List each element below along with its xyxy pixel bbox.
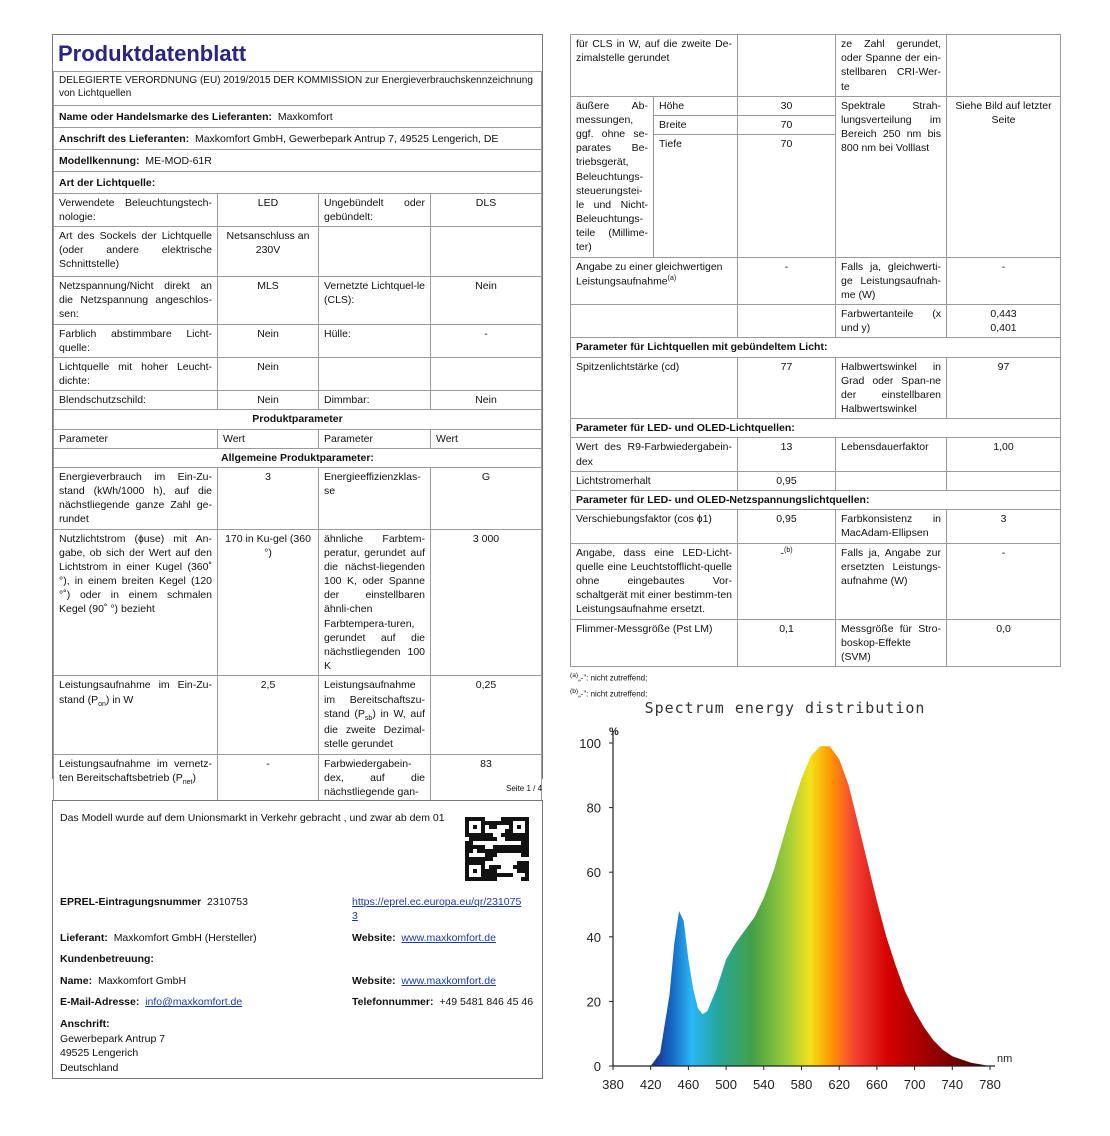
- phone-row: Telefonnummer: +49 5481 846 45 46: [352, 996, 534, 1008]
- y-tick-label: 60: [586, 865, 601, 881]
- x-tick-label: 460: [677, 1077, 700, 1092]
- market-intro: Das Modell wurde auf dem Unionsmarkt in Verkehr gebracht , und zwar ab dem 01: [60, 812, 445, 824]
- x-tick-label: 420: [639, 1077, 662, 1092]
- x-tick-label: 540: [752, 1077, 775, 1092]
- y-tick-label: 100: [579, 736, 601, 751]
- x-tick-label: 620: [828, 1077, 851, 1092]
- y-tick-label: 20: [586, 994, 601, 1010]
- address-block: Anschrift: Gewerbepark Antrup 7 49525 Lengerich Deutschland: [60, 1018, 166, 1075]
- parameter-table-continued: für CLS in W, auf die zweite De-zimalstelle gerundet ze Zahl gerundet, oder Spanne der ein-stellbaren CRI-Wer-te äußere Ab-messungen, ggf. ohne se-parates Be-triebsgerät, Beleuchtungs-steuerungstei-le und Nicht-Beleuchtungs-teile (Millime-ter) Höhe 30 Spektrale Strah-lungsverteilung im Bereich 250 nm bis 800 nm bei Volllast Siehe Bild auf letzter Seite Breite 70 Tiefe 70 Angabe zu einer gleichwertigen Leistungsaufnahme$^{(a)}$ - Falls ja, gleichwerti-ge Leistungsaufnah-me (W) - Farbwertanteile (x und y) 0,443 0,401 Parameter für Lichtquellen mit gebündeltem Licht: Spitzenlichtstärke (cd) 77 Halbwertswinkel in Grad oder Span-ne der einstellbaren Halbwertswinkel 97 Parameter für LED- und OLED-Lichtquellen: Wert des R9-Farbwiedergabein-dex 13 Lebensdauerfaktor 1,00 Lichtstromerhalt 0,95 Parameter für LED- und OLED-Netzspannungslichtquellen: Verschiebungsfaktor (cos ɸ1) 0,95 Farbkonsistenz in MacAdam-Ellipsen 3 Angabe, dass eine LED-Licht-quelle eine Leuchtstofflicht-quelle ohne eingebautes Vor-schaltgerät mit einer bestimm-ten Leistungsaufnahme ersetzt. -$^{(b)}$ Falls ja, Angabe zur ersetzten Leistungs-aufnahme (W) - Flimmer-Messgröße (Pst LM) 0,1 Messgröße für Stro-boskop-Effekte (SVM) 0,0 $^{(a)}$„-“: nicht zutreffend; $^{(b)}$„-“: nicht zutreffend;: [570, 34, 1061, 701]
- x-tick-label: 380: [602, 1077, 624, 1092]
- table-row: Farblich abstimmbare Licht-quelle: Nein Hülle: -: [54, 324, 542, 357]
- service-name-row: Name: Maxkomfort GmbH: [60, 975, 187, 987]
- table-row: Lichtstromerhalt 0,95: [571, 471, 1061, 490]
- regulation-text: DELEGIERTE VERORDNUNG (EU) 2019/2015 DER KOMMISSION zur Energieverbrauchskennzeichnung von Lichtquellen: [54, 71, 542, 105]
- footnote-b: $^{(b)}$„-“: nicht zutreffend;: [570, 688, 648, 700]
- service-website-link[interactable]: www.maxkomfort.de: [401, 975, 496, 987]
- table-row: Verwendete Beleuchtungstech-nologie: LED Ungebündelt oder gebündelt: DLS: [54, 193, 542, 226]
- table-row: Blendschutzschild: Nein Dimmbar: Nein: [54, 391, 542, 410]
- page-number: Seite 1 / 4: [506, 784, 543, 793]
- page-title: Produktdatenblatt: [58, 41, 247, 66]
- address-row: Anschrift des Lieferanten: Maxkomfort GmbH, Gewerbepark Antrup 7, 49525 Lengerich, DE: [54, 127, 542, 149]
- table-row: für CLS in W, auf die zweite De-zimalstelle gerundet ze Zahl gerundet, oder Spanne der ein-stellbaren CRI-Wer-te: [571, 35, 1061, 97]
- x-tick-label: 700: [903, 1077, 926, 1092]
- x-tick-label: 580: [790, 1077, 813, 1092]
- table-row: Angabe, dass eine LED-Licht-quelle eine Leuchtstofflicht-quelle ohne eingebautes Vor-schaltgerät mit einer bestimm-ten Leistungsaufnahme ersetzt. -$^{(b)}$ Falls ja, Angabe zur ersetzten Leistungs-aufnahme (W) -: [571, 543, 1061, 619]
- service-heading: Kundenbetreuung:: [60, 953, 154, 965]
- table-row: Leistungsaufnahme im Ein-Zu-stand $(P_{on})$ in W 2,5 Leistungsaufnahme im Bereitschaftszu-stand $(P_{sb})$ in W, auf die zweite Dezimal-stelle gerundet 0,25: [54, 676, 542, 754]
- general-params-heading: Allgemeine Produktparameter:: [54, 448, 542, 467]
- supplier-info-sheet: [52, 800, 543, 1079]
- table-row: Angabe zu einer gleichwertigen Leistungsaufnahme$^{(a)}$ - Falls ja, gleichwerti-ge Leistungsaufnah-me (W) -: [571, 257, 1061, 305]
- email-row: E-Mail-Adresse: info@maxkomfort.de: [60, 996, 243, 1008]
- website-link[interactable]: www.maxkomfort.de: [401, 932, 496, 944]
- eprel-link[interactable]: https://eprel.ec.europa.eu/qr/2310753: [352, 896, 522, 923]
- type-heading: Art der Lichtquelle:: [54, 171, 542, 193]
- y-tick-label: 40: [586, 929, 601, 945]
- qr-code-icon[interactable]: [465, 817, 529, 881]
- table-row: Farbwertanteile (x und y) 0,443 0,401: [571, 305, 1061, 338]
- eprel-row: EPREL-Eintragungsnummer 2310753: [60, 896, 248, 908]
- x-tick-label: 780: [979, 1077, 1001, 1092]
- y-tick-label: 80: [586, 800, 601, 816]
- x-tick-label: 500: [715, 1077, 737, 1092]
- table-row: Art des Sockels der Lichtquelle (oder andere elektrische Schnittstelle) Netsanschluss an 230V: [54, 227, 542, 277]
- model-row: Modellkennung: ME-MOD-61R: [54, 149, 542, 171]
- spectrum-chart: [560, 690, 1030, 1100]
- directional-heading: Parameter für Lichtquellen mit gebündeltem Licht:: [571, 338, 1061, 357]
- table-row: Nutzlichtstrom (ɸuse) mit An-gabe, ob sich der Wert auf den Lichtstrom in einer Kugel (360˚ °), in einem breiten Kegel (120 °˚) oder in einem schmalen Kegel (90˚ °) bezieht 170 in Ku-gel (360 °) ähnliche Farbtem-peratur, gerundet auf die nächst-liegenden 100 K, oder Spanne der einstellbaren ähnli-chen Farbtempera-turen, gerundet auf die nächstliegenden 100 K 3 000: [54, 529, 542, 676]
- x-tick-label: 660: [866, 1077, 888, 1092]
- email-link[interactable]: info@maxkomfort.de: [145, 996, 243, 1008]
- table-row: Spitzenlichtstärke (cd) 77 Halbwertswinkel in Grad oder Span-ne der einstellbaren Halbwertswinkel 97: [571, 357, 1061, 419]
- y-tick-label: 0: [593, 1059, 601, 1074]
- x-tick-label: 740: [941, 1077, 964, 1092]
- chart-title: Spectrum energy distribution: [644, 699, 926, 717]
- footnote-a: $^{(a)}$„-“: nicht zutreffend;: [570, 672, 648, 683]
- table-row: Verschiebungsfaktor (cos ɸ1) 0,95 Farbkonsistenz in MacAdam-Ellipsen 3: [571, 510, 1061, 543]
- led-heading: Parameter für LED- und OLED-Lichtquellen:: [571, 419, 1061, 438]
- website-row: Website: www.maxkomfort.de: [352, 932, 496, 944]
- spectrum-area: [651, 746, 990, 1066]
- table-header: Parameter Wert Parameter Wert: [54, 429, 542, 448]
- y-axis-unit: %: [609, 726, 619, 738]
- product-params-heading: Produktparameter: [54, 410, 542, 429]
- table-row: Lichtquelle mit hoher Leucht-dichte: Nein: [54, 357, 542, 390]
- service-website-row: Website: www.maxkomfort.de: [352, 975, 496, 987]
- mains-heading: Parameter für LED- und OLED-Netzspannungslichtquellen:: [571, 490, 1061, 509]
- supplier-row: Lieferant: Maxkomfort GmbH (Hersteller): [60, 932, 257, 944]
- table-row: Energieverbrauch im Ein-Zu-stand (kWh/1000 h), auf die nächstliegende ganze Zahl ge-rundet 3 Energieeffizienzklas-se G: [54, 467, 542, 529]
- table-row: Netzspannung/Nicht direkt an die Netzspannung angeschlos-sen: MLS Vernetzte Lichtquel-le (CLS): Nein: [54, 277, 542, 325]
- table-row: Leistungsaufnahme im vernetz-ten Bereitschaftsbetrieb $(P_{net})$ - Farbwiedergabein-dex, auf die nächstliegende gan- 83: [54, 754, 542, 802]
- supplier-row: Name oder Handelsmarke des Lieferanten: Maxkomfort: [54, 105, 542, 127]
- table-row: Flimmer-Messgröße (Pst LM) 0,1 Messgröße für Stro-boskop-Effekte (SVM) 0,0: [571, 619, 1061, 667]
- table-row: Wert des R9-Farbwiedergabein-dex 13 Lebensdauerfaktor 1,00: [571, 438, 1061, 471]
- dimensions-row: äußere Ab-messungen, ggf. ohne se-parates Be-triebsgerät, Beleuchtungs-steuerungstei-le und Nicht-Beleuchtungs-teile (Millime-ter) Höhe 30 Spektrale Strah-lungsverteilung im Bereich 250 nm bis 800 nm bei Volllast Siehe Bild auf letzter Seite: [571, 96, 1061, 115]
- x-axis-unit: nm: [997, 1053, 1013, 1065]
